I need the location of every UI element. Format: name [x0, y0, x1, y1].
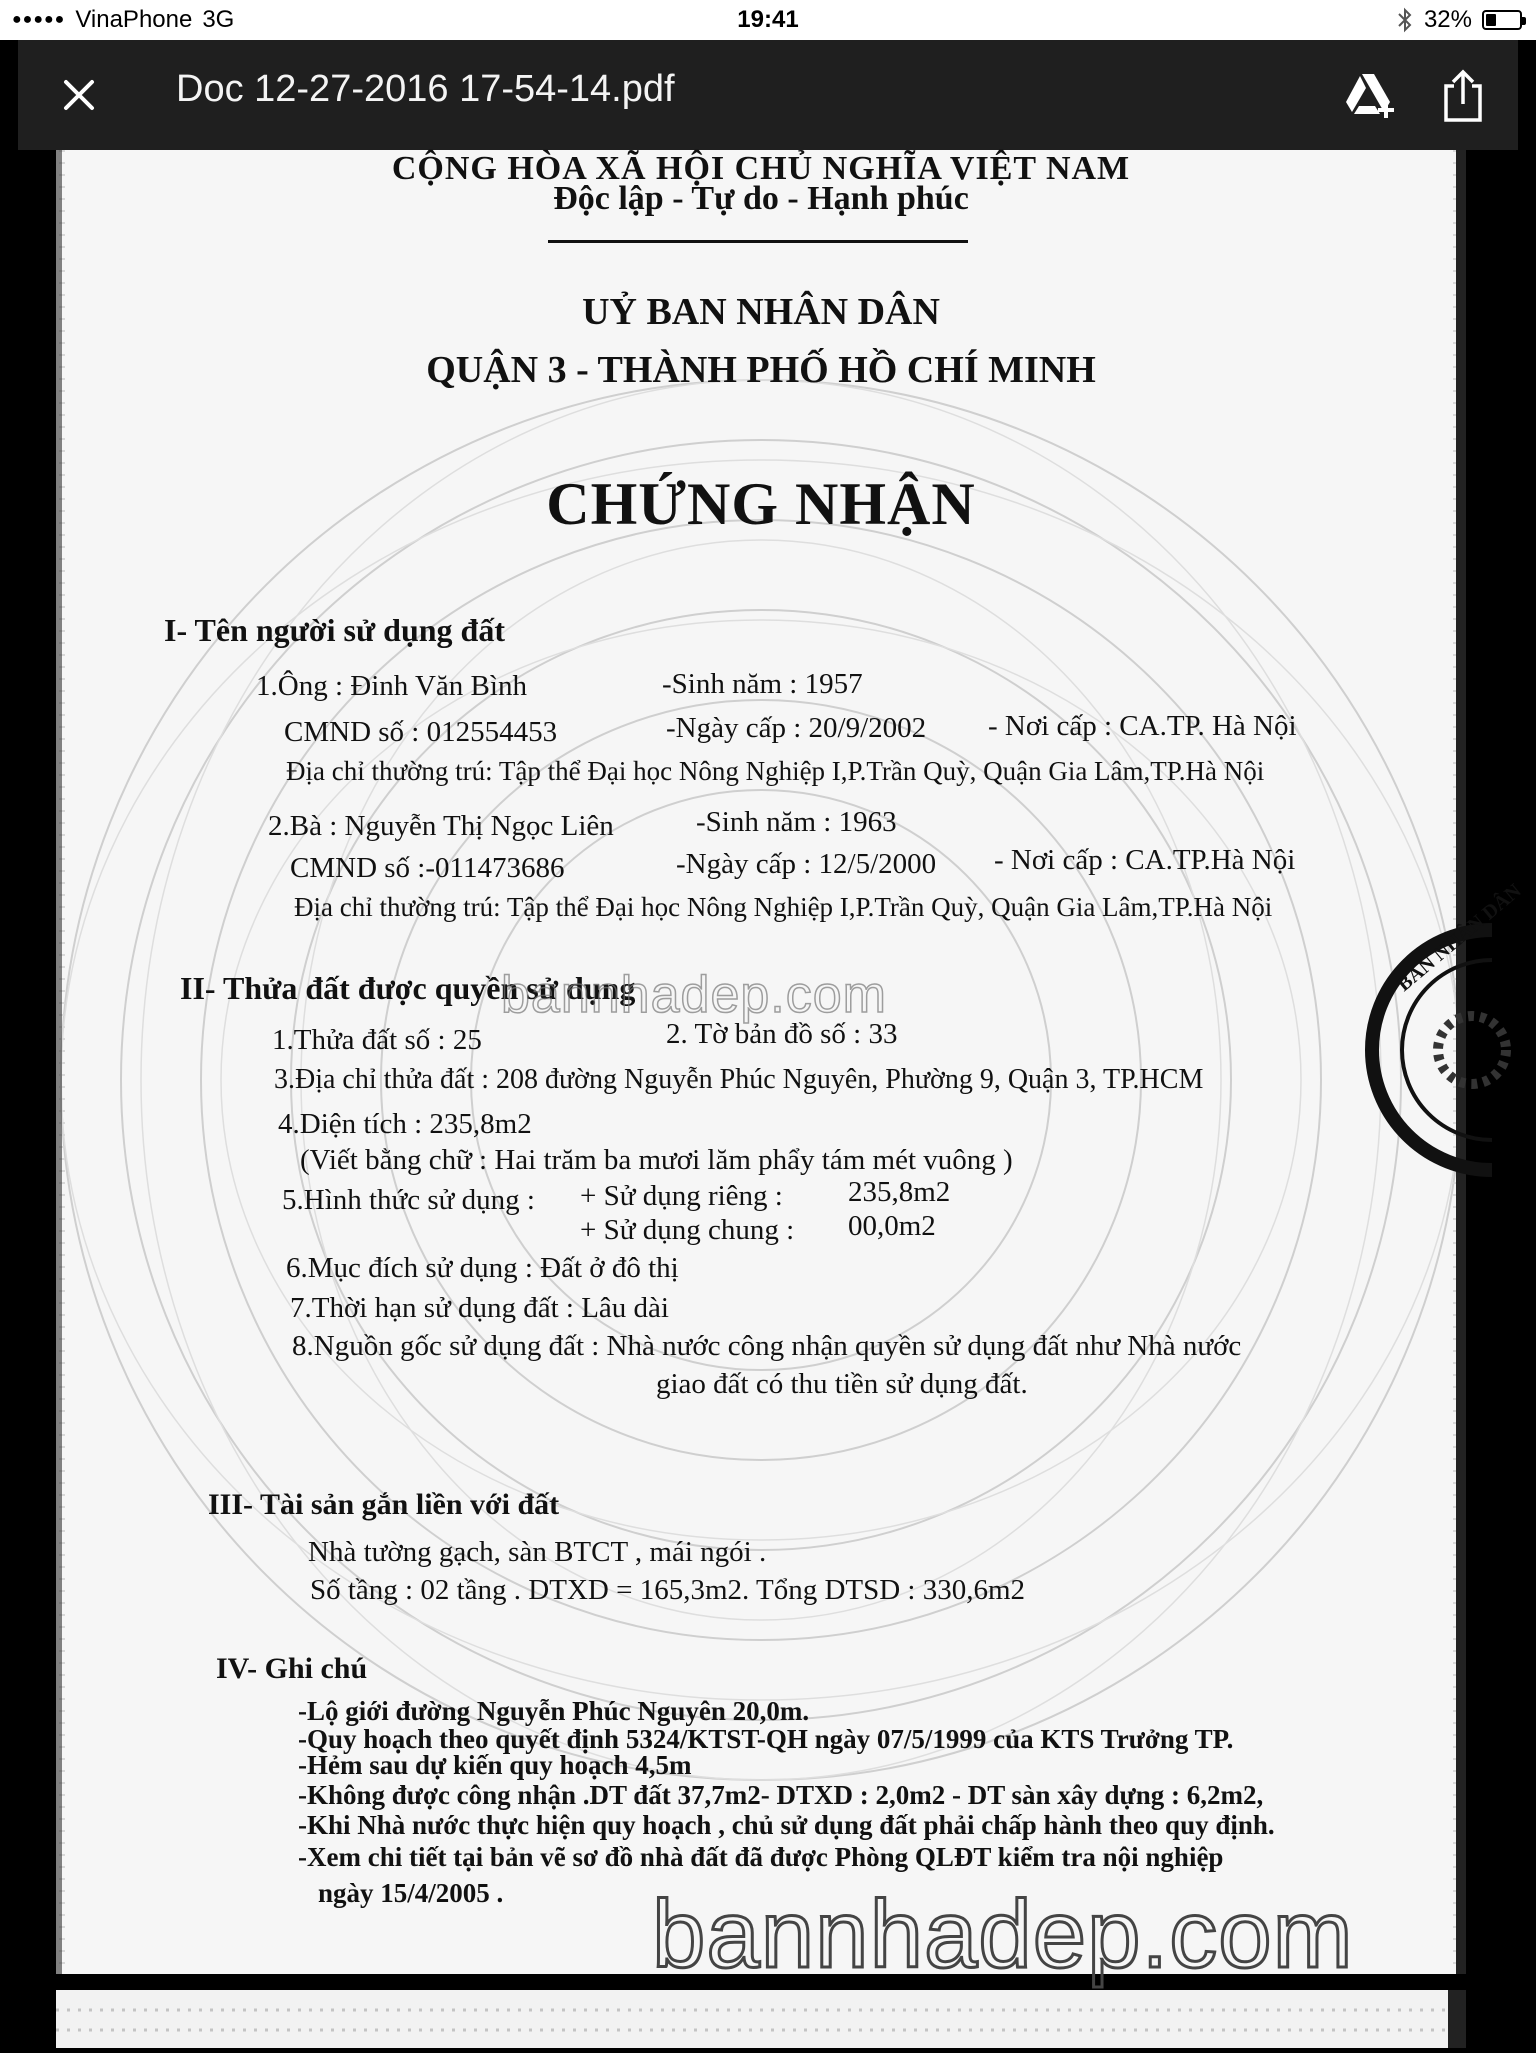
pdf-page[interactable] — [56, 150, 1526, 1988]
owner1-name: 1.Ông : Đinh Văn Bình — [256, 670, 527, 702]
bluetooth-icon — [1396, 7, 1414, 33]
owner1-id-number: CMND số : 012554453 — [284, 716, 558, 748]
usage-shared-value: 00,0m2 — [848, 1210, 936, 1242]
pdf-viewer-toolbar — [18, 40, 1518, 150]
map-sheet-number: 2. Tờ bản đồ số : 33 — [666, 1018, 898, 1050]
issuing-district: QUẬN 3 - THÀNH PHỐ HỒ CHÍ MINH — [426, 349, 1096, 391]
document-title: Doc 12-27-2016 17-54-14.pdf — [176, 68, 675, 110]
parcel-number: 1.Thửa đất số : 25 — [272, 1024, 482, 1056]
section-4-heading: IV- Ghi chú — [216, 1652, 368, 1685]
owner2-issue-place: - Nơi cấp : CA.TP.Hà Nội — [994, 844, 1296, 876]
header-divider — [548, 240, 968, 243]
status-bar — [0, 0, 1536, 40]
owner1-birth-year: -Sinh năm : 1957 — [662, 668, 863, 700]
owner1-address: Địa chỉ thường trú: Tập thể Đại học Nông Nghiệp I,P.Trần Quỳ, Quận Gia Lâm,TP.Hà Nội — [286, 756, 1265, 786]
carrier-name: VinaPhone — [75, 6, 193, 33]
land-use-term: 7.Thời hạn sử dụng đất : Lâu dài — [290, 1292, 669, 1324]
share-icon[interactable] — [1436, 66, 1490, 126]
land-use-origin-line2: giao đất có thu tiền sử dụng đất. — [656, 1368, 1028, 1400]
battery-percent: 32% — [1423, 6, 1472, 33]
issuing-authority: UỶ BAN NHÂN DÂN — [582, 291, 940, 333]
official-seal-stamp — [1342, 879, 1526, 1180]
owner2-name: 2.Bà : Nguyễn Thị Ngọc Liên — [268, 810, 614, 842]
status-time: 19:41 — [737, 6, 799, 33]
signal-strength-icon: ●●●●● — [12, 11, 66, 28]
asset-description: Nhà tường gạch, sàn BTCT , mái ngói . — [308, 1536, 767, 1568]
owner2-id-number: CMND số :-011473686 — [290, 852, 565, 884]
parcel-address: 3.Địa chỉ thửa đất : 208 đường Nguyễn Phúc Nguyên, Phường 9, Quận 3, TP.HCM — [274, 1064, 1204, 1095]
parcel-area: 4.Diện tích : 235,8m2 — [278, 1108, 532, 1140]
usage-form-label: 5.Hình thức sử dụng : — [282, 1184, 535, 1216]
next-pdf-page-preview[interactable] — [56, 1990, 1466, 2048]
section-2-heading: II- Thửa đất được quyền sử dụng — [180, 970, 636, 1006]
owner2-address: Địa chỉ thường trú: Tập thể Đại học Nông Nghiệp I,P.Trần Quỳ, Quận Gia Lâm,TP.Hà Nội — [294, 892, 1273, 922]
network-type: 3G — [202, 6, 235, 33]
note-7: ngày 15/4/2005 . — [318, 1878, 504, 1908]
usage-shared-label: + Sử dụng chung : — [580, 1214, 795, 1246]
watermark-middle: bannhadep.com — [501, 966, 887, 1024]
note-4: -Không được công nhận .DT đất 37,7m2- DTXD : 2,0m2 - DT sàn xây dựng : 6,2m2, — [298, 1780, 1264, 1810]
watermark-bottom: bannhadep.com — [652, 1881, 1354, 1988]
stamp-text: BAN NHÂN DÂN — [1393, 879, 1526, 996]
note-2: -Quy hoạch theo quyết định 5324/KTST-QH ngày 07/5/1999 của KTS Trưởng TP. — [298, 1724, 1234, 1754]
certificate-title: CHỨNG NHẬN — [546, 471, 976, 537]
land-use-origin-line1: 8.Nguồn gốc sử dụng đất : Nhà nước công nhận quyền sử dụng đất như Nhà nước — [292, 1330, 1242, 1362]
usage-private-value: 235,8m2 — [848, 1176, 951, 1208]
next-page-pattern — [56, 1990, 1466, 2048]
owner1-issue-date: -Ngày cấp : 20/9/2002 — [666, 712, 927, 744]
close-icon[interactable] — [54, 70, 104, 120]
battery-icon — [1482, 10, 1522, 30]
battery-fill — [1486, 14, 1496, 26]
note-3: -Hẻm sau dự kiến quy hoạch 4,5m — [298, 1750, 692, 1780]
section-3-heading: III- Tài sản gắn liền với đất — [208, 1488, 560, 1521]
page-left-edge — [56, 150, 62, 1974]
asset-floors-area: Số tầng : 02 tầng . DTXD = 165,3m2. Tổng DTSD : 330,6m2 — [310, 1574, 1026, 1606]
land-use-purpose: 6.Mục đích sử dụng : Đất ở đô thị — [286, 1252, 679, 1284]
national-header: CỘNG HÒA XÃ HỘI CHỦ NGHĨA VIỆT NAM — [391, 150, 1131, 187]
owner1-issue-place: - Nơi cấp : CA.TP. Hà Nội — [988, 710, 1297, 742]
owner2-issue-date: -Ngày cấp : 12/5/2000 — [676, 848, 937, 880]
note-6: -Xem chi tiết tại bản vẽ sơ đồ nhà đất đã được Phòng QLĐT kiểm tra nội nghiệp — [298, 1842, 1224, 1872]
note-5: -Khi Nhà nước thực hiện quy hoạch , chủ sử dụng đất phải chấp hành theo quy định. — [298, 1810, 1275, 1840]
national-motto: Độc lập - Tự do - Hạnh phúc — [553, 180, 969, 217]
note-1: -Lộ giới đường Nguyễn Phúc Nguyên 20,0m. — [298, 1696, 810, 1726]
add-to-drive-icon[interactable] — [1342, 68, 1398, 124]
parcel-area-words: (Viết bằng chữ : Hai trăm ba mươi lăm phẩy tám mét vuông ) — [300, 1144, 1013, 1176]
owner2-birth-year: -Sinh năm : 1963 — [696, 806, 897, 838]
status-right — [1396, 6, 1522, 34]
usage-private-label: + Sử dụng riêng : — [580, 1180, 783, 1212]
section-1-heading: I- Tên người sử dụng đất — [164, 612, 505, 648]
